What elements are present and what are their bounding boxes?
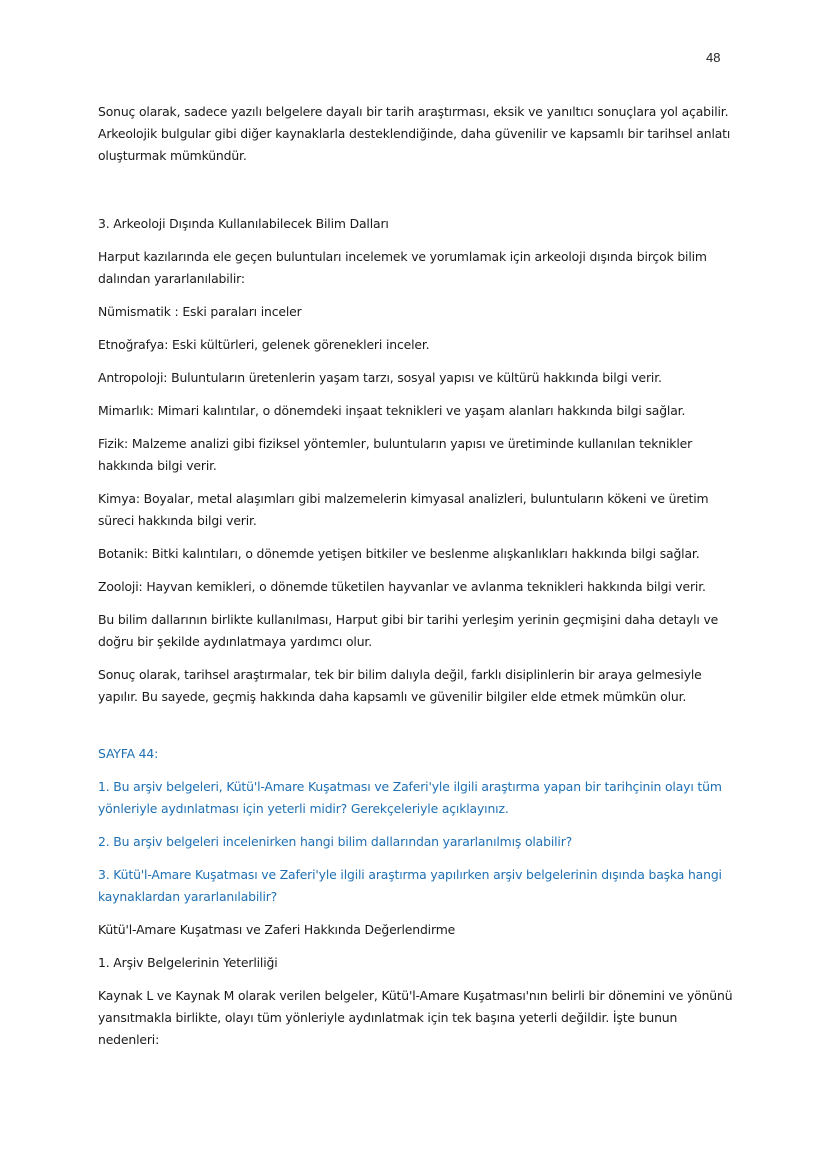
combined-paragraph: Bu bilim dallarının birlikte kullanılması, Harput gibi bir tarihi yerleşim yerinin geçmişini daha detaylı ve doğru bir şekilde aydınlatmaya yardımcı olur. — [98, 612, 719, 649]
answer-paragraph: Kaynak L ve Kaynak M olarak verilen belgeler, Kütü'l-Amare Kuşatması'nın belirli bir dönemini ve yönünü yansıtmakla birlikte, olayı tüm yönleriyle aydınlatmak için tek başına yeterli değildir. İşte bunun nedenleri: — [98, 988, 733, 1047]
spacer — [98, 719, 738, 743]
page-content — [98, 101, 738, 1062]
question-3: 3. Kütü'l-Amare Kuşatması ve Zaferi'yle ilgili araştırma yapılırken arşiv belgelerinin dışında başka hangi kaynaklardan yararlanılabilir? — [98, 867, 722, 904]
question-2: 2. Bu arşiv belgeleri incelenirken hangi bilim dallarından yararlanılmış olabilir? — [98, 834, 573, 849]
item-fizik: Fizik: Malzeme analizi gibi fiziksel yöntemler, buluntuların yapısı ve üretiminde kullanılan teknikler hakkında bilgi verir. — [98, 436, 693, 473]
conclusion-paragraph-1: Sonuç olarak, sadece yazılı belgelere dayalı bir tarih araştırması, eksik ve yanıltıcı sonuçlara yol açabilir. Arkeolojik bulgular gibi diğer kaynaklarla desteklendiğinde, daha güvenilir ve kapsamlı bir tarihsel anlatı oluşturmak mümkündür. — [98, 104, 731, 163]
intro-paragraph: Harput kazılarında ele geçen buluntuları incelemek ve yorumlamak için arkeoloji dışında birçok bilim dalından yararlanılabilir: — [98, 249, 707, 286]
question-1: 1. Bu arşiv belgeleri, Kütü'l-Amare Kuşatması ve Zaferi'yle ilgili araştırma yapan bir tarihçinin olayı tüm yönleriyle aydınlatması için yeterli midir? Gerekçeleriyle açıklayınız. — [98, 779, 722, 816]
section-44-title: SAYFA 44: — [98, 746, 159, 761]
item-etnografya: Etnoğrafya: Eski kültürleri, gelenek görenekleri inceler. — [98, 337, 430, 352]
item-numismatik: Nümismatik : Eski paraları inceler — [98, 304, 302, 319]
section-heading-3: 3. Arkeoloji Dışında Kullanılabilecek Bilim Dalları — [98, 216, 389, 231]
item-zooloji: Zooloji: Hayvan kemikleri, o dönemde tüketilen hayvanlar ve avlanma teknikleri hakkında bilgi verir. — [98, 579, 706, 594]
spacer — [98, 178, 738, 213]
item-kimya: Kimya: Boyalar, metal alaşımları gibi malzemelerin kimyasal analizleri, buluntuların kökeni ve üretim süreci hakkında bilgi verir. — [98, 491, 709, 528]
conclusion-paragraph-2: Sonuç olarak, tarihsel araştırmalar, tek bir bilim dalıyla değil, farklı disiplinlerin bir araya gelmesiyle yapılır. Bu sayede, geçmiş hakkında daha kapsamlı ve güvenilir bilgiler elde etmek mümkün olur. — [98, 667, 702, 704]
item-botanik: Botanik: Bitki kalıntıları, o dönemde yetişen bitkiler ve beslenme alışkanlıkları hakkında bilgi sağlar. — [98, 546, 700, 561]
item-antropoloji: Antropoloji: Buluntuların üretenlerin yaşam tarzı, sosyal yapısı ve kültürü hakkında bilgi verir. — [98, 370, 662, 385]
evaluation-heading: Kütü'l-Amare Kuşatması ve Zaferi Hakkında Değerlendirme — [98, 922, 456, 937]
page-number: 48 — [706, 50, 721, 65]
item-mimarlik: Mimarlık: Mimari kalıntılar, o dönemdeki inşaat teknikleri ve yaşam alanları hakkında bilgi sağlar. — [98, 403, 686, 418]
subheading-1: 1. Arşiv Belgelerinin Yeterliliği — [98, 955, 278, 970]
